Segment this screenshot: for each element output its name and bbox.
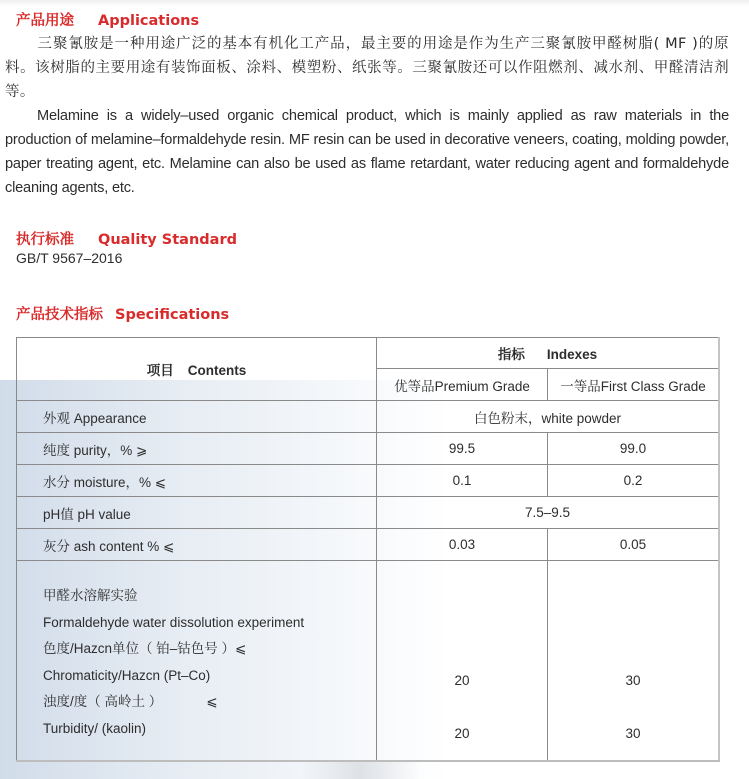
row-item-ash: 灰分 ash content % ⩽ <box>17 529 377 561</box>
quality-standard-heading <box>16 228 237 249</box>
applications-text-cn-content: 三聚氰胺是一种用途广泛的基本有机化工产品，最主要的用途是作为生产三聚氰胺甲醛树脂( MF )的原料。该树脂的主要用途有装饰面板、涂料、模塑粉、纸张等。三聚氰胺还可以作阻燃剂、减水剂、甲醛清洁剂等。 <box>5 36 729 100</box>
header-contents-en: Contents <box>187 363 247 378</box>
applications-text-en-content: Melamine is a widely–used organic chemical product, which is mainly applied as raw materials in the production of melamine–formaldehyde resin. MF resin can be used in decorative veneers, coating, molding powder, paper treating agent, etc. Melamine can also be used as flame retardant, water reducing agent and formaldehyde cleaning agents, etc. <box>5 108 729 196</box>
row-item-appearance: 外观 Appearance <box>17 401 377 433</box>
standard-code: GB/T 9567–2016 <box>16 250 123 266</box>
row-item-purity: 纯度 purity，% ⩾ <box>17 433 377 465</box>
table-row <box>17 497 720 529</box>
row-premium-purity: 99.5 <box>377 433 548 465</box>
table-row <box>17 401 720 433</box>
header-indexes <box>377 338 720 369</box>
chroma-first-class: 30 <box>625 673 641 688</box>
table-row <box>17 529 720 561</box>
applications-text-en <box>5 104 729 200</box>
header-contents <box>17 338 377 401</box>
experiment-turbidity-sign: ⩽ <box>206 694 218 709</box>
header-contents-cn: 项目 <box>146 363 174 378</box>
top-shadow <box>0 0 749 6</box>
specifications-table <box>16 337 720 762</box>
experiment-items <box>17 561 377 762</box>
experiment-turbidity-cn-line <box>43 689 376 716</box>
experiment-chroma-cn: 色度/Hazcn单位（ 铂–钴色号 ）⩽ <box>43 641 247 656</box>
applications-text-cn <box>5 32 729 104</box>
specifications-heading <box>16 303 229 324</box>
quality-standard-heading-en: Quality Standard <box>98 232 237 248</box>
row-item-ph: pH值 pH value <box>17 497 377 529</box>
table-row <box>17 465 720 497</box>
experiment-turbidity-cn: 浊度/度（ 高岭土 ） <box>43 694 163 709</box>
row-item-moisture: 水分 moisture，% ⩽ <box>17 465 377 497</box>
row-first-class-moisture: 0.2 <box>548 465 720 497</box>
row-value-appearance: 白色粉末，white powder <box>377 401 720 433</box>
applications-heading-cn: 产品用途 <box>16 13 74 29</box>
row-first-class-purity: 99.0 <box>548 433 720 465</box>
experiment-chroma-en: Chromaticity/Hazcn (Pt–Co) <box>43 667 211 683</box>
row-premium-moisture: 0.1 <box>377 465 548 497</box>
turbidity-first-class: 30 <box>625 726 641 741</box>
turbidity-premium: 20 <box>454 726 470 741</box>
experiment-first-class-values <box>548 561 720 762</box>
row-value-ph: 7.5–9.5 <box>377 497 720 529</box>
header-indexes-en: Indexes <box>546 347 598 362</box>
table-row <box>17 433 720 465</box>
experiment-title-en: Formaldehyde water dissolution experiment <box>43 614 305 630</box>
quality-standard-heading-cn: 执行标准 <box>16 232 74 248</box>
specifications-heading-en: Specifications <box>115 307 230 323</box>
applications-heading-en: Applications <box>98 13 200 29</box>
applications-heading <box>16 9 199 30</box>
row-premium-ash: 0.03 <box>377 529 548 561</box>
background-decoration <box>300 760 420 779</box>
experiment-turbidity-en: Turbidity/ (kaolin) <box>43 720 147 736</box>
table-row-experiment <box>17 561 720 762</box>
header-first-class-grade: 一等品First Class Grade <box>548 369 720 401</box>
header-indexes-cn: 指标 <box>497 347 525 362</box>
specifications-heading-cn: 产品技术指标 <box>16 307 103 323</box>
experiment-premium-values <box>377 561 548 762</box>
header-premium-grade: 优等品Premium Grade <box>377 369 548 401</box>
chroma-premium: 20 <box>454 673 470 688</box>
experiment-title-cn: 甲醛水溶解实验 <box>43 588 138 603</box>
row-first-class-ash: 0.05 <box>548 529 720 561</box>
table-header-row <box>17 338 720 369</box>
